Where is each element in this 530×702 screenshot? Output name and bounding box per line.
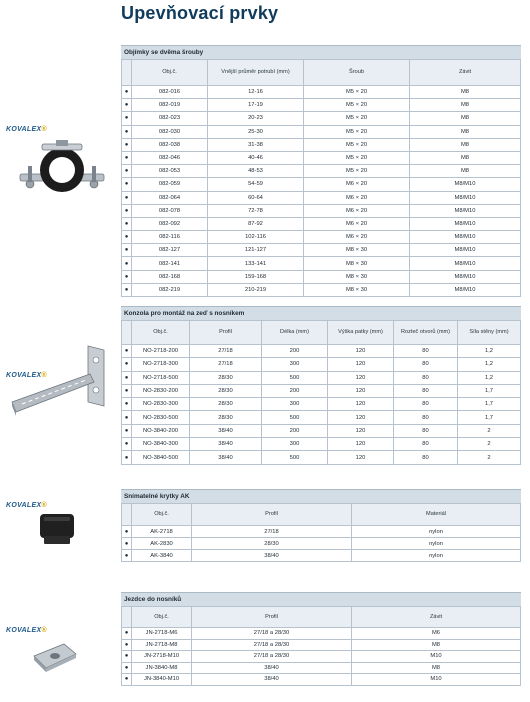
table-cell: 38/40 — [192, 674, 352, 686]
section-title: Snímatelné krytky AK — [121, 489, 521, 503]
table-cell: NO-2718-300 — [132, 358, 190, 371]
table-row — [122, 231, 521, 244]
table-cell: 28/30 — [190, 398, 262, 411]
row-bullet: ● — [122, 398, 132, 411]
table-cell: nylon — [352, 526, 521, 538]
table-cell: 25-30 — [208, 125, 304, 138]
row-bullet: ● — [122, 438, 132, 451]
row-bullet: ● — [122, 639, 132, 651]
column-header: Závit — [352, 607, 521, 628]
page-title: Upevňovací prvky — [121, 3, 279, 23]
table-cell: M8 × 30 — [304, 244, 410, 257]
row-bullet: ● — [122, 165, 132, 178]
table-cell: 38/40 — [192, 550, 352, 562]
row-bullet: ● — [122, 257, 132, 270]
table-row — [122, 165, 521, 178]
brand-logo — [6, 627, 47, 634]
table-row — [122, 244, 521, 257]
table-cell: M8 — [410, 138, 521, 151]
table-cell: M8/M10 — [410, 178, 521, 191]
column-header: Šroub — [304, 60, 410, 86]
table-cell: 500 — [262, 411, 328, 424]
table-row — [122, 345, 521, 358]
table-cell: 87-92 — [208, 217, 304, 230]
row-bullet: ● — [122, 244, 132, 257]
table-row — [122, 639, 521, 651]
table-cell: 1,2 — [458, 345, 521, 358]
table-row — [122, 674, 521, 686]
brand-logo-mark: ® — [41, 627, 47, 634]
table-cell: M8/M10 — [410, 270, 521, 283]
end-cap-image — [36, 510, 78, 546]
table-cell: M5 × 20 — [304, 112, 410, 125]
table-row — [122, 384, 521, 397]
table-cell: M8 — [410, 112, 521, 125]
table-cell: M6 × 20 — [304, 178, 410, 191]
table-cell: 72-78 — [208, 204, 304, 217]
channel-nut-image — [30, 640, 80, 674]
table-cell: 1,2 — [458, 358, 521, 371]
table-cell: M5 × 20 — [304, 151, 410, 164]
table-cell: 082-078 — [132, 204, 208, 217]
column-header: Vnější průměr potrubí (mm) — [208, 60, 304, 86]
table-cell: NO-3840-200 — [132, 424, 190, 437]
table-cell: 082-038 — [132, 138, 208, 151]
table-row — [122, 270, 521, 283]
table-cell: M8/M10 — [410, 244, 521, 257]
table-cell: NO-2718-500 — [132, 371, 190, 384]
table-cell: 80 — [394, 451, 458, 464]
column-header: Profil — [192, 504, 352, 526]
table-cell: M10 — [352, 674, 521, 686]
table-row — [122, 125, 521, 138]
table-cell: 121-127 — [208, 244, 304, 257]
table-cell: M8 × 30 — [304, 270, 410, 283]
table-cell: 120 — [328, 371, 394, 384]
table-cell: 54-59 — [208, 178, 304, 191]
table-cell: AK-3840 — [132, 550, 192, 562]
table-cell: 12-16 — [208, 86, 304, 99]
table-cell: 28/30 — [190, 384, 262, 397]
table-cell: M5 × 20 — [304, 165, 410, 178]
row-bullet: ● — [122, 151, 132, 164]
table-cell: 082-016 — [132, 86, 208, 99]
table-cell: 28/30 — [190, 411, 262, 424]
table-cell: 38/40 — [190, 451, 262, 464]
table-row — [122, 662, 521, 674]
table-cell: 300 — [262, 438, 328, 451]
brand-logo-text: KOVALEX — [6, 502, 42, 509]
table-cell: 120 — [328, 451, 394, 464]
table-cell: 120 — [328, 384, 394, 397]
table-cell: 082-219 — [132, 283, 208, 296]
column-header: Délka (mm) — [262, 321, 328, 345]
column-header: Obj.č. — [132, 321, 190, 345]
table-cell: 159-168 — [208, 270, 304, 283]
table-cell: M8/M10 — [410, 257, 521, 270]
row-bullet: ● — [122, 99, 132, 112]
table-row — [122, 178, 521, 191]
table-row — [122, 451, 521, 464]
row-bullet: ● — [122, 538, 132, 550]
table-cell: M8/M10 — [410, 191, 521, 204]
table-cell: 27/18 a 28/30 — [192, 651, 352, 663]
table-cell: NO-2718-200 — [132, 345, 190, 358]
column-header — [122, 607, 132, 628]
table-cell: M10 — [352, 651, 521, 663]
table-cell: 38/40 — [192, 662, 352, 674]
table-cell: 2 — [458, 424, 521, 437]
table-cell: 80 — [394, 438, 458, 451]
table-cell: NO-2830-500 — [132, 411, 190, 424]
table-cell: 120 — [328, 358, 394, 371]
table-row — [122, 151, 521, 164]
channel-nuts-table — [121, 606, 521, 686]
table-cell: 27/18 a 28/30 — [192, 628, 352, 640]
table-row — [122, 424, 521, 437]
column-header: Rozteč otvorů (mm) — [394, 321, 458, 345]
brand-logo — [6, 502, 47, 509]
table-cell: M8/M10 — [410, 283, 521, 296]
table-cell: M8 — [410, 86, 521, 99]
brand-logo-text: KOVALEX — [6, 126, 42, 133]
row-bullet: ● — [122, 283, 132, 296]
table-row — [122, 283, 521, 296]
table-row — [122, 398, 521, 411]
table-cell: M6 × 20 — [304, 231, 410, 244]
column-header — [122, 60, 132, 86]
table-row — [122, 438, 521, 451]
row-bullet: ● — [122, 178, 132, 191]
table-row — [122, 112, 521, 125]
table-cell: 1,2 — [458, 371, 521, 384]
table-cell: 1,7 — [458, 384, 521, 397]
table-cell: M8 — [352, 662, 521, 674]
table-cell: 2 — [458, 438, 521, 451]
wall-brackets-table — [121, 320, 521, 465]
row-bullet: ● — [122, 451, 132, 464]
table-cell: M6 × 20 — [304, 191, 410, 204]
table-cell: M8/M10 — [410, 231, 521, 244]
table-cell: 500 — [262, 451, 328, 464]
table-cell: 120 — [328, 438, 394, 451]
section-wall-brackets — [121, 306, 521, 465]
section-channel-nuts — [121, 592, 521, 686]
table-cell: M8 — [410, 151, 521, 164]
row-bullet: ● — [122, 204, 132, 217]
table-row — [122, 411, 521, 424]
section-title: Konzola pro montáž na zeď s nosníkem — [121, 306, 521, 320]
pipe-clamp-image — [12, 140, 112, 200]
table-row — [122, 550, 521, 562]
table-cell: nylon — [352, 538, 521, 550]
table-cell: M8 — [410, 165, 521, 178]
end-caps-table — [121, 503, 521, 562]
table-cell: 082-019 — [132, 99, 208, 112]
row-bullet: ● — [122, 345, 132, 358]
table-cell: 38/40 — [190, 424, 262, 437]
table-cell: NO-2830-300 — [132, 398, 190, 411]
table-cell: 082-059 — [132, 178, 208, 191]
table-cell: 80 — [394, 411, 458, 424]
table-cell: M6 × 20 — [304, 204, 410, 217]
table-cell: 082-168 — [132, 270, 208, 283]
row-bullet: ● — [122, 628, 132, 640]
row-bullet: ● — [122, 424, 132, 437]
table-cell: 80 — [394, 371, 458, 384]
table-row — [122, 257, 521, 270]
table-cell: NO-2830-200 — [132, 384, 190, 397]
table-row — [122, 526, 521, 538]
table-row — [122, 651, 521, 663]
table-cell: M5 × 20 — [304, 138, 410, 151]
table-cell: M5 × 20 — [304, 125, 410, 138]
table-cell: 082-141 — [132, 257, 208, 270]
table-cell: 200 — [262, 345, 328, 358]
table-cell: M8/M10 — [410, 204, 521, 217]
table-cell: M8 — [410, 99, 521, 112]
table-row — [122, 99, 521, 112]
table-cell: 210-219 — [208, 283, 304, 296]
table-cell: JN-2718-M10 — [132, 651, 192, 663]
table-cell: 48-53 — [208, 165, 304, 178]
table-cell: 120 — [328, 398, 394, 411]
table-cell: 200 — [262, 424, 328, 437]
table-cell: JN-3840-M8 — [132, 662, 192, 674]
column-header: Obj.č. — [132, 607, 192, 628]
table-cell: M8/M10 — [410, 217, 521, 230]
row-bullet: ● — [122, 384, 132, 397]
table-cell: 27/18 a 28/30 — [192, 639, 352, 651]
table-cell: nylon — [352, 550, 521, 562]
row-bullet: ● — [122, 138, 132, 151]
table-cell: 27/18 — [190, 345, 262, 358]
row-bullet: ● — [122, 526, 132, 538]
row-bullet: ● — [122, 217, 132, 230]
table-cell: 38/40 — [190, 438, 262, 451]
column-header — [122, 504, 132, 526]
table-cell: 31-38 — [208, 138, 304, 151]
row-bullet: ● — [122, 662, 132, 674]
table-cell: AK-2718 — [132, 526, 192, 538]
column-header: Závit — [410, 60, 521, 86]
section-title: Objímky se dvěma šrouby — [121, 45, 521, 59]
table-cell: M8 — [352, 639, 521, 651]
table-cell: M6 × 20 — [304, 217, 410, 230]
row-bullet: ● — [122, 112, 132, 125]
row-bullet: ● — [122, 411, 132, 424]
brand-logo — [6, 126, 47, 133]
table-cell: 1,7 — [458, 411, 521, 424]
table-cell: 17-19 — [208, 99, 304, 112]
table-cell: 27/18 — [192, 526, 352, 538]
table-cell: 28/30 — [192, 538, 352, 550]
table-cell: NO-3840-500 — [132, 451, 190, 464]
table-cell: JN-3840-M10 — [132, 674, 192, 686]
table-cell: 28/30 — [190, 371, 262, 384]
table-cell: 082-064 — [132, 191, 208, 204]
section-end-caps — [121, 489, 521, 562]
column-header: Materiál — [352, 504, 521, 526]
table-cell: M5 × 20 — [304, 86, 410, 99]
table-cell: 200 — [262, 384, 328, 397]
row-bullet: ● — [122, 191, 132, 204]
table-cell: 082-046 — [132, 151, 208, 164]
wall-bracket-image — [8, 344, 113, 416]
table-cell: JN-2718-M8 — [132, 639, 192, 651]
table-cell: 2 — [458, 451, 521, 464]
table-cell: 120 — [328, 424, 394, 437]
column-header — [122, 321, 132, 345]
row-bullet: ● — [122, 270, 132, 283]
table-cell: 80 — [394, 384, 458, 397]
table-cell: 80 — [394, 398, 458, 411]
table-row — [122, 217, 521, 230]
table-row — [122, 86, 521, 99]
table-cell: 80 — [394, 358, 458, 371]
table-row — [122, 204, 521, 217]
table-cell: 082-023 — [132, 112, 208, 125]
table-cell: 082-053 — [132, 165, 208, 178]
row-bullet: ● — [122, 550, 132, 562]
table-cell: JN-2718-M6 — [132, 628, 192, 640]
table-cell: 40-46 — [208, 151, 304, 164]
table-cell: M6 — [352, 628, 521, 640]
table-cell: M8 × 30 — [304, 283, 410, 296]
brand-logo-text: KOVALEX — [6, 627, 42, 634]
row-bullet: ● — [122, 371, 132, 384]
table-cell: AK-2830 — [132, 538, 192, 550]
table-row — [122, 191, 521, 204]
column-header: Profil — [192, 607, 352, 628]
column-header: Výška patky (mm) — [328, 321, 394, 345]
table-cell: 20-23 — [208, 112, 304, 125]
table-row — [122, 138, 521, 151]
table-row — [122, 628, 521, 640]
row-bullet: ● — [122, 674, 132, 686]
table-cell: 500 — [262, 371, 328, 384]
section-title: Jezdce do nosníků — [121, 592, 521, 606]
row-bullet: ● — [122, 231, 132, 244]
table-cell: 082-030 — [132, 125, 208, 138]
column-header: Síla stěny (mm) — [458, 321, 521, 345]
brand-logo-text: KOVALEX — [6, 372, 42, 379]
pipe-clamps-table — [121, 59, 521, 297]
table-cell: 120 — [328, 411, 394, 424]
table-cell: 1,7 — [458, 398, 521, 411]
row-bullet: ● — [122, 125, 132, 138]
row-bullet: ● — [122, 86, 132, 99]
brand-logo-mark: ® — [41, 372, 47, 379]
table-cell: 082-092 — [132, 217, 208, 230]
table-cell: 300 — [262, 398, 328, 411]
row-bullet: ● — [122, 651, 132, 663]
table-cell: 133-141 — [208, 257, 304, 270]
section-pipe-clamps — [121, 45, 521, 297]
table-cell: M8 — [410, 125, 521, 138]
table-cell: 082-116 — [132, 231, 208, 244]
column-header: Profil — [190, 321, 262, 345]
column-header: Obj.č. — [132, 504, 192, 526]
table-row — [122, 371, 521, 384]
table-cell: 102-116 — [208, 231, 304, 244]
brand-logo-mark: ® — [41, 502, 47, 509]
table-cell: 120 — [328, 345, 394, 358]
table-cell: 60-64 — [208, 191, 304, 204]
table-cell: 082-127 — [132, 244, 208, 257]
table-cell: M5 × 20 — [304, 99, 410, 112]
brand-logo-mark: ® — [41, 126, 47, 133]
table-cell: 27/18 — [190, 358, 262, 371]
table-cell: 300 — [262, 358, 328, 371]
table-cell: 80 — [394, 424, 458, 437]
table-cell: M8 × 30 — [304, 257, 410, 270]
table-cell: NO-3840-300 — [132, 438, 190, 451]
row-bullet: ● — [122, 358, 132, 371]
table-cell: 80 — [394, 345, 458, 358]
table-row — [122, 538, 521, 550]
column-header: Obj.č. — [132, 60, 208, 86]
table-row — [122, 358, 521, 371]
